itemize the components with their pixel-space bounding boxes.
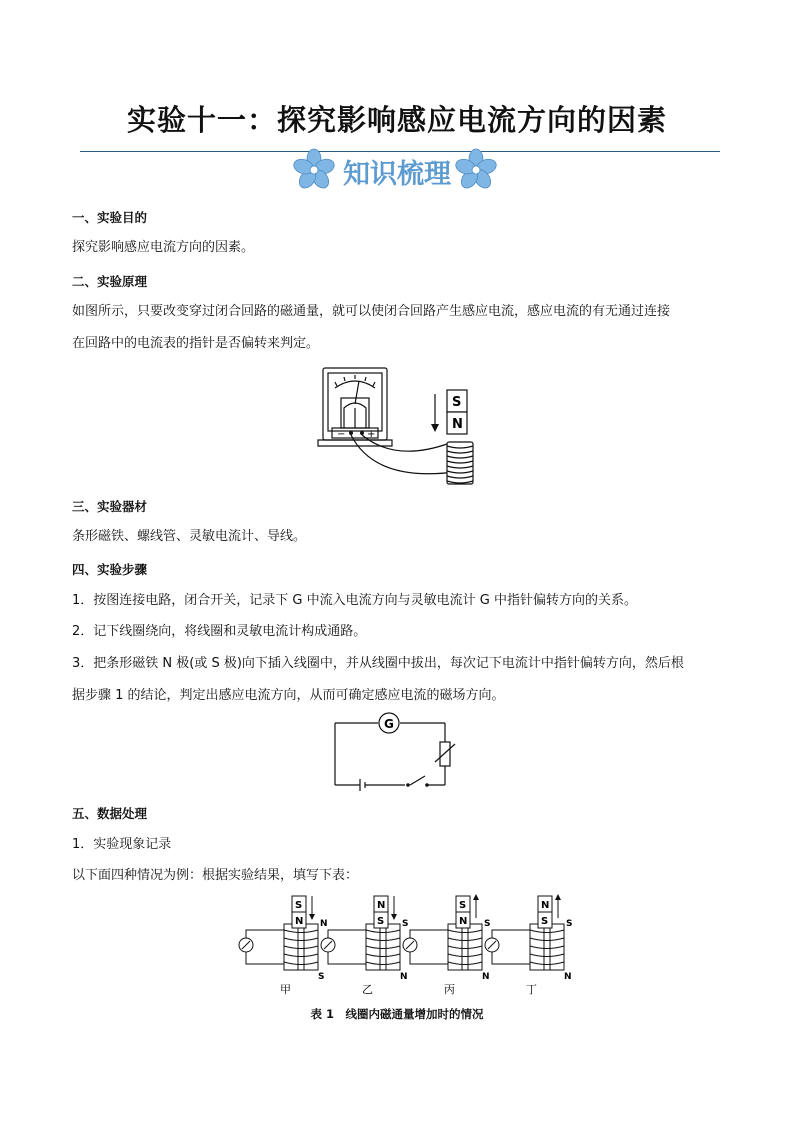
figure-label: 乙 [362,983,373,996]
figure-label: 丁 [526,983,537,996]
purpose-text: 探究影响感应电流方向的因素。 [72,240,255,255]
coil-figure [321,896,408,996]
circuit-diagram [330,710,465,792]
page-title: 实验十一：探究影响感应电流方向的因素 [126,103,667,137]
switch [410,776,425,785]
step-1: 1．按图连接电路，闭合开关，记录下 G 中流入电流方向与灵敏电流计 G 中指针偏转方向的关系。 [72,593,637,608]
coil-bottom-pole: N [482,972,490,982]
magnet-bottom-pole: S [541,916,549,927]
coil-figure [485,894,572,996]
coil-top-pole: N [320,919,328,929]
coil-top-pole: S [402,919,409,929]
solenoid-coil [447,442,473,484]
figure-label: 甲 [280,983,291,996]
principle-line-2: 在回路中的电流表的指针是否偏转来判定。 [72,336,320,351]
heading-purpose: 一、实验目的 [72,210,148,225]
data-subheading: 1．实验现象记录 [72,837,172,852]
heading-principle: 二、实验原理 [72,274,148,289]
data-intro: 以下面四种情况为例：根据实验结果，填写下表： [72,868,359,883]
minus-sign: − [337,429,346,440]
magnet-bottom-pole: S [377,916,385,927]
arrow-down-icon [391,914,397,920]
heading-steps: 四、实验步骤 [72,562,148,577]
magnet-top-pole: S [295,900,303,911]
magnet-bottom-pole: N [459,916,468,927]
magnet-bottom-pole: N [295,916,304,927]
magnet-top-pole: N [541,900,550,911]
section-banner: 知识梳理 [343,159,451,190]
coil-top-pole: S [484,919,491,929]
step-2: 2．记下线圈绕向，将线圈和灵敏电流计构成通路。 [72,624,367,639]
magnet-top-pole: N [377,900,386,911]
magnet-pole-s: S [452,395,462,410]
galvanometer-coil-figure [315,364,490,489]
magnet-pole-n: N [452,417,463,432]
coil-bottom-pole: N [400,972,408,982]
coil-bottom-pole: S [318,972,325,982]
equipment-text: 条形磁铁、螺线管、灵敏电流计、导线。 [72,529,307,544]
coil-figure [403,894,490,996]
step-3-line-1: 3．把条形磁铁 N 极(或 S 极)向下插入线圈中，并从线圈中拔出，每次记下电流计中指针偏转方向，然后根 [72,656,684,671]
heading-equipment: 三、实验器材 [72,499,148,514]
arrow-up-icon [555,894,561,900]
rheostat [440,742,450,766]
arrow-up-icon [473,894,479,900]
galvanometer-label: G [384,717,394,731]
coil-bottom-pole: N [564,972,572,982]
arrow-down-icon [431,424,439,432]
coil-figure [239,896,328,996]
principle-line-1: 如图所示，只要改变穿过闭合回路的磁通量，就可以使闭合回路产生感应电流，感应电流的有无通过连接 [72,304,671,319]
coil-figures-row [232,892,573,997]
step-3-line-2: 据步骤 1 的结论，判定出感应电流方向，从而可确定感应电流的磁场方向。 [72,688,505,703]
arrow-down-icon [309,914,315,920]
heading-data: 五、数据处理 [72,806,148,821]
figure-label: 丙 [444,983,455,996]
plus-sign: + [367,429,376,440]
magnet-top-pole: S [459,900,467,911]
table-caption: 表 1 线圈内磁通量增加时的情况 [310,1007,484,1021]
coil-top-pole: S [566,919,573,929]
